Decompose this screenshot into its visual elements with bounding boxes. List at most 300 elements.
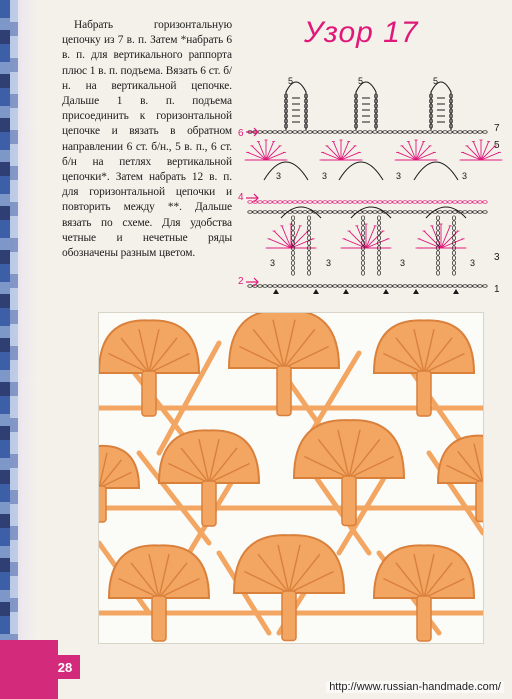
crochet-shell [234,535,344,593]
chain-stitch [273,285,277,288]
chain-stitch [298,201,302,204]
chain-stitch [268,131,272,134]
chain-stitch [463,201,467,204]
chain-stitch [361,256,364,260]
crochet-sample-image [99,313,483,643]
binding-stripe [0,0,10,699]
chain-stitch [452,251,455,255]
double-crochet [402,146,416,160]
chain-stitch [373,211,377,214]
loop-count: 5 [358,76,364,86]
chain-stitch [443,211,447,214]
chain-stitch [263,201,267,204]
chain-stitch [393,285,397,288]
chain-stitch [452,256,455,260]
shell-stem [342,476,356,526]
chain-stitch [307,271,310,275]
chain-stitch [398,131,402,134]
chain-stitch [423,131,427,134]
chain-arch [351,207,391,218]
chain-stitch [293,201,297,204]
chain-stitch [388,285,392,288]
chain-arch [339,162,383,180]
page-number: 28 [50,655,80,679]
chain-stitch [361,251,364,255]
chain-stitch [378,285,382,288]
chain-stitch [343,285,347,288]
chain-stitch [453,211,457,214]
chain-stitch [328,201,332,204]
chain-stitch [436,221,439,225]
chain-stitch [438,211,442,214]
chain-stitch [283,131,287,134]
chain-stitch [436,231,439,235]
chain-stitch [398,211,402,214]
chain-stitch [423,211,427,214]
chain-stitch [333,285,337,288]
chain-arch [264,162,308,180]
chain-stitch [452,226,455,230]
chain-stitch [291,261,294,265]
chain-stitch [453,131,457,134]
chain-stitch [448,201,452,204]
chain-stitch [468,201,472,204]
chain-stitch [433,201,437,204]
double-crochet [266,146,280,160]
chain-stitch [403,211,407,214]
shell-stem [202,481,216,526]
crochet-sample-photo [98,312,484,644]
chain-stitch [338,131,342,134]
chain-stitch [393,131,397,134]
chain-stitch [473,131,477,134]
chain-stitch [307,236,310,240]
chain-stitch [433,131,437,134]
chain-stitch [478,131,482,134]
chain-stitch [273,211,277,214]
chain-stitch [436,256,439,260]
chain-stitch [318,131,322,134]
chain-arch [426,207,466,218]
repeat-marker [383,289,389,294]
chain-stitch [377,226,380,230]
chain-stitch [473,211,477,214]
chain-stitch [478,201,482,204]
chain-stitch [328,285,332,288]
chain-stitch [408,201,412,204]
double-crochet [467,146,481,160]
chain-stitch [291,226,294,230]
chain-stitch [323,201,327,204]
chain-stitch [307,266,310,270]
chain-arch [286,82,306,130]
stitch-count: 3 [270,258,276,268]
chain-stitch [413,285,417,288]
chain-stitch [298,131,302,134]
chain-stitch [368,201,372,204]
chain-stitch [291,236,294,240]
chain-stitch [363,211,367,214]
shell-stem [282,591,296,641]
row-label-7: 7 [494,123,500,134]
chain-stitch [468,285,472,288]
chain-stitch [343,211,347,214]
chain-stitch [293,131,297,134]
chain-stitch [408,131,412,134]
chain-stitch [463,285,467,288]
crochet-shell [438,436,483,483]
crochet-shell [374,545,474,598]
chain-stitch [361,231,364,235]
repeat-marker [313,289,319,294]
chain-stitch [463,211,467,214]
chain-stitch [473,201,477,204]
diagram-symbols [245,82,503,294]
stitch-count: 3 [462,171,468,181]
chain-stitch [463,131,467,134]
chain-stitch [348,201,352,204]
shell-stem [277,366,291,416]
chain-stitch [408,285,412,288]
shell-stem [417,596,431,641]
chain-stitch [263,131,267,134]
chain-stitch [413,211,417,214]
chain-stitch [318,285,322,288]
chain-stitch [268,201,272,204]
chain-stitch [291,251,294,255]
chain-stitch [383,201,387,204]
chain-stitch [333,211,337,214]
chain-stitch [358,201,362,204]
chain-stitch [307,231,310,235]
chain-stitch [338,211,342,214]
chain-stitch [293,211,297,214]
chain-stitch [343,201,347,204]
chain-stitch [408,211,412,214]
chain-stitch [248,285,252,288]
chain-stitch [393,211,397,214]
crochet-shell [294,420,404,478]
chain-stitch [358,285,362,288]
chain-stitch [353,201,357,204]
chain-stitch [377,256,380,260]
chain-stitch [468,211,472,214]
shell-stem [99,486,106,522]
chain-stitch [403,285,407,288]
chain-stitch [368,131,372,134]
instructions-text: Набрать горизонтальную цепочку из 7 в. п. Затем *набрать 6 в. п. для вертикального раппорта плюс 1 в. п. подъема. Вязать 6 ст. б/н. на вертикальной цепочке. Дальше 1 в. п. подъема присоединить к горизонтальной цепочке и вязать в обратном направлении 6 ст. б/н., 5 в. п., 6 ст. б/н на петлях вертикальной цепочки*. Затем набрать 12 в. п. для горизонтальной цепочки и повторить между **. Дальше вязать по схеме. Для удобства четные и нечетные ряды обозначены разным цветом. [62,19,232,260]
chain-stitch [313,131,317,134]
chain-stitch [288,131,292,134]
chain-stitch [288,201,292,204]
row-label-5: 5 [494,140,500,151]
chain-stitch [377,271,380,275]
chain-stitch [333,201,337,204]
chain-stitch [383,285,387,288]
chain-stitch [413,131,417,134]
double-crochet [274,231,291,248]
chain-stitch [373,131,377,134]
chain-stitch [377,266,380,270]
chain-stitch [303,211,307,214]
chain-stitch [361,226,364,230]
chain-stitch [438,201,442,204]
chain-stitch [278,285,282,288]
stitch-count: 3 [276,171,282,181]
chain-stitch [423,201,427,204]
chain-stitch [323,211,327,214]
chain-stitch [377,251,380,255]
chain-stitch [377,216,380,220]
chain-stitch [307,216,310,220]
chain-stitch [283,285,287,288]
chain-stitch [436,251,439,255]
chain-stitch [291,266,294,270]
loop-count: 5 [433,76,439,86]
row-label-3: 3 [494,252,500,263]
chain-stitch [258,201,262,204]
loop-count: 5 [288,76,294,86]
chain-stitch [418,201,422,204]
chain-stitch [443,201,447,204]
chain-stitch [298,211,302,214]
pattern-title: Узор 17 [304,16,419,49]
crochet-shell [159,430,259,483]
chain-stitch [448,285,452,288]
shell-stem [142,371,156,416]
diagram-stitch-counts [270,171,475,268]
chain-stitch [328,131,332,134]
chain-stitch [438,285,442,288]
chain-stitch [368,285,372,288]
chain-stitch [308,201,312,204]
chain-stitch [448,131,452,134]
chain-stitch [298,285,302,288]
chain-stitch [388,131,392,134]
chain-stitch [403,201,407,204]
chain-stitch [478,285,482,288]
chain-stitch [291,231,294,235]
repeat-marker [343,289,349,294]
chain-stitch [452,266,455,270]
chain-stitch [323,131,327,134]
chain-stitch [343,131,347,134]
chain-stitch [338,201,342,204]
chain-stitch [291,216,294,220]
diagram-loop-counts [288,76,438,86]
chain-stitch [452,221,455,225]
chain-stitch [458,131,462,134]
chain-stitch [361,271,364,275]
chain-stitch [423,285,427,288]
chain-stitch [348,211,352,214]
chain-arch [431,82,451,130]
chain-stitch [361,216,364,220]
chain-stitch [361,266,364,270]
chain-stitch [436,266,439,270]
chain-stitch [307,241,310,245]
chain-stitch [483,201,487,204]
double-crochet [416,146,430,160]
chain-stitch [333,131,337,134]
chain-stitch [458,201,462,204]
chain-arch [356,82,376,130]
chain-stitch [248,201,252,204]
chain-stitch [268,285,272,288]
chain-stitch [377,261,380,265]
chain-stitch [377,221,380,225]
row-label-6: 6 [238,128,244,139]
chain-stitch [363,201,367,204]
chain-stitch [288,285,292,288]
chain-stitch [393,201,397,204]
chain-stitch [307,256,310,260]
chain-stitch [452,236,455,240]
pattern-instructions [62,18,232,261]
shell-stem [476,481,483,522]
chain-stitch [398,285,402,288]
repeat-marker [273,289,279,294]
chain-stitch [313,201,317,204]
crochet-shell [99,320,199,373]
stitch-count: 3 [400,258,406,268]
chain-stitch [248,211,252,214]
chain-stitch [438,131,442,134]
chain-stitch [436,271,439,275]
chain-stitch [378,211,382,214]
chain-stitch [318,211,322,214]
chain-stitch [458,285,462,288]
chain-stitch [303,201,307,204]
chain-stitch [483,131,487,134]
chain-stitch [358,131,362,134]
row-label-1: 1 [494,284,500,295]
shell-stem [417,371,431,416]
chain-stitch [307,261,310,265]
repeat-marker [453,289,459,294]
chain-stitch [483,285,487,288]
chain-stitch [443,285,447,288]
chain-stitch [453,201,457,204]
chain-stitch [353,131,357,134]
chain-stitch [291,256,294,260]
chain-stitch [428,131,432,134]
chain-stitch [348,131,352,134]
chain-arch [281,207,321,218]
chain-stitch [307,221,310,225]
chain-stitch [308,131,312,134]
chain-stitch [428,285,432,288]
chain-stitch [363,131,367,134]
chain-stitch [436,226,439,230]
chain-stitch [268,211,272,214]
chain-stitch [278,131,282,134]
chain-stitch [291,221,294,225]
chain-stitch [263,285,267,288]
chain-stitch [478,211,482,214]
chain-stitch [378,201,382,204]
stitch-count: 3 [322,171,328,181]
stitch-count: 3 [326,258,332,268]
chain-stitch [436,216,439,220]
chain-stitch [483,211,487,214]
chain-stitch [433,285,437,288]
chain-stitch [452,216,455,220]
chain-stitch [448,211,452,214]
chain-stitch [353,285,357,288]
chain-stitch [303,285,307,288]
chain-arch [414,162,458,180]
chain-stitch [368,211,372,214]
chain-stitch [273,131,277,134]
chain-stitch [428,201,432,204]
chain-stitch [388,201,392,204]
chain-stitch [413,201,417,204]
row-label-2: 2 [238,276,244,287]
chain-stitch [263,211,267,214]
chain-stitch [308,211,312,214]
chain-stitch [258,285,262,288]
chain-stitch [338,285,342,288]
chain-stitch [307,226,310,230]
double-crochet [341,146,355,160]
chain-stitch [313,285,317,288]
shell-stem [152,596,166,641]
chain-stitch [307,251,310,255]
chain-stitch [258,211,262,214]
chain-stitch [452,261,455,265]
chain-stitch [283,201,287,204]
stitch-count: 3 [470,258,476,268]
watermark-url: http://www.russian-handmade.com/ [326,681,504,693]
double-crochet [327,146,341,160]
chain-stitch [318,201,322,204]
chain-stitch [473,285,477,288]
chain-stitch [273,201,277,204]
chain-stitch [373,201,377,204]
chain-stitch [361,221,364,225]
chain-stitch [383,131,387,134]
chain-stitch [278,211,282,214]
chain-stitch [418,211,422,214]
chain-stitch [291,271,294,275]
crochet-shell [374,320,474,373]
crochet-shell [109,545,209,598]
chain-stitch [293,285,297,288]
crochet-diagram [236,68,506,300]
chain-stitch [373,285,377,288]
chain-stitch [418,131,422,134]
chain-stitch [377,236,380,240]
chain-stitch [378,131,382,134]
chain-stitch [328,211,332,214]
chain-stitch [348,285,352,288]
chain-stitch [468,131,472,134]
chain-stitch [388,211,392,214]
chain-stitch [361,261,364,265]
chain-stitch [398,201,402,204]
chain-stitch [323,285,327,288]
chain-stitch [403,131,407,134]
stitch-count: 3 [396,171,402,181]
chain-stitch [453,285,457,288]
crochet-shell [99,446,139,488]
double-crochet [252,146,266,160]
row-label-4: 4 [238,192,244,203]
crochet-shell [229,313,339,368]
binding-stripe-light [10,0,18,699]
chain-stitch [308,285,312,288]
